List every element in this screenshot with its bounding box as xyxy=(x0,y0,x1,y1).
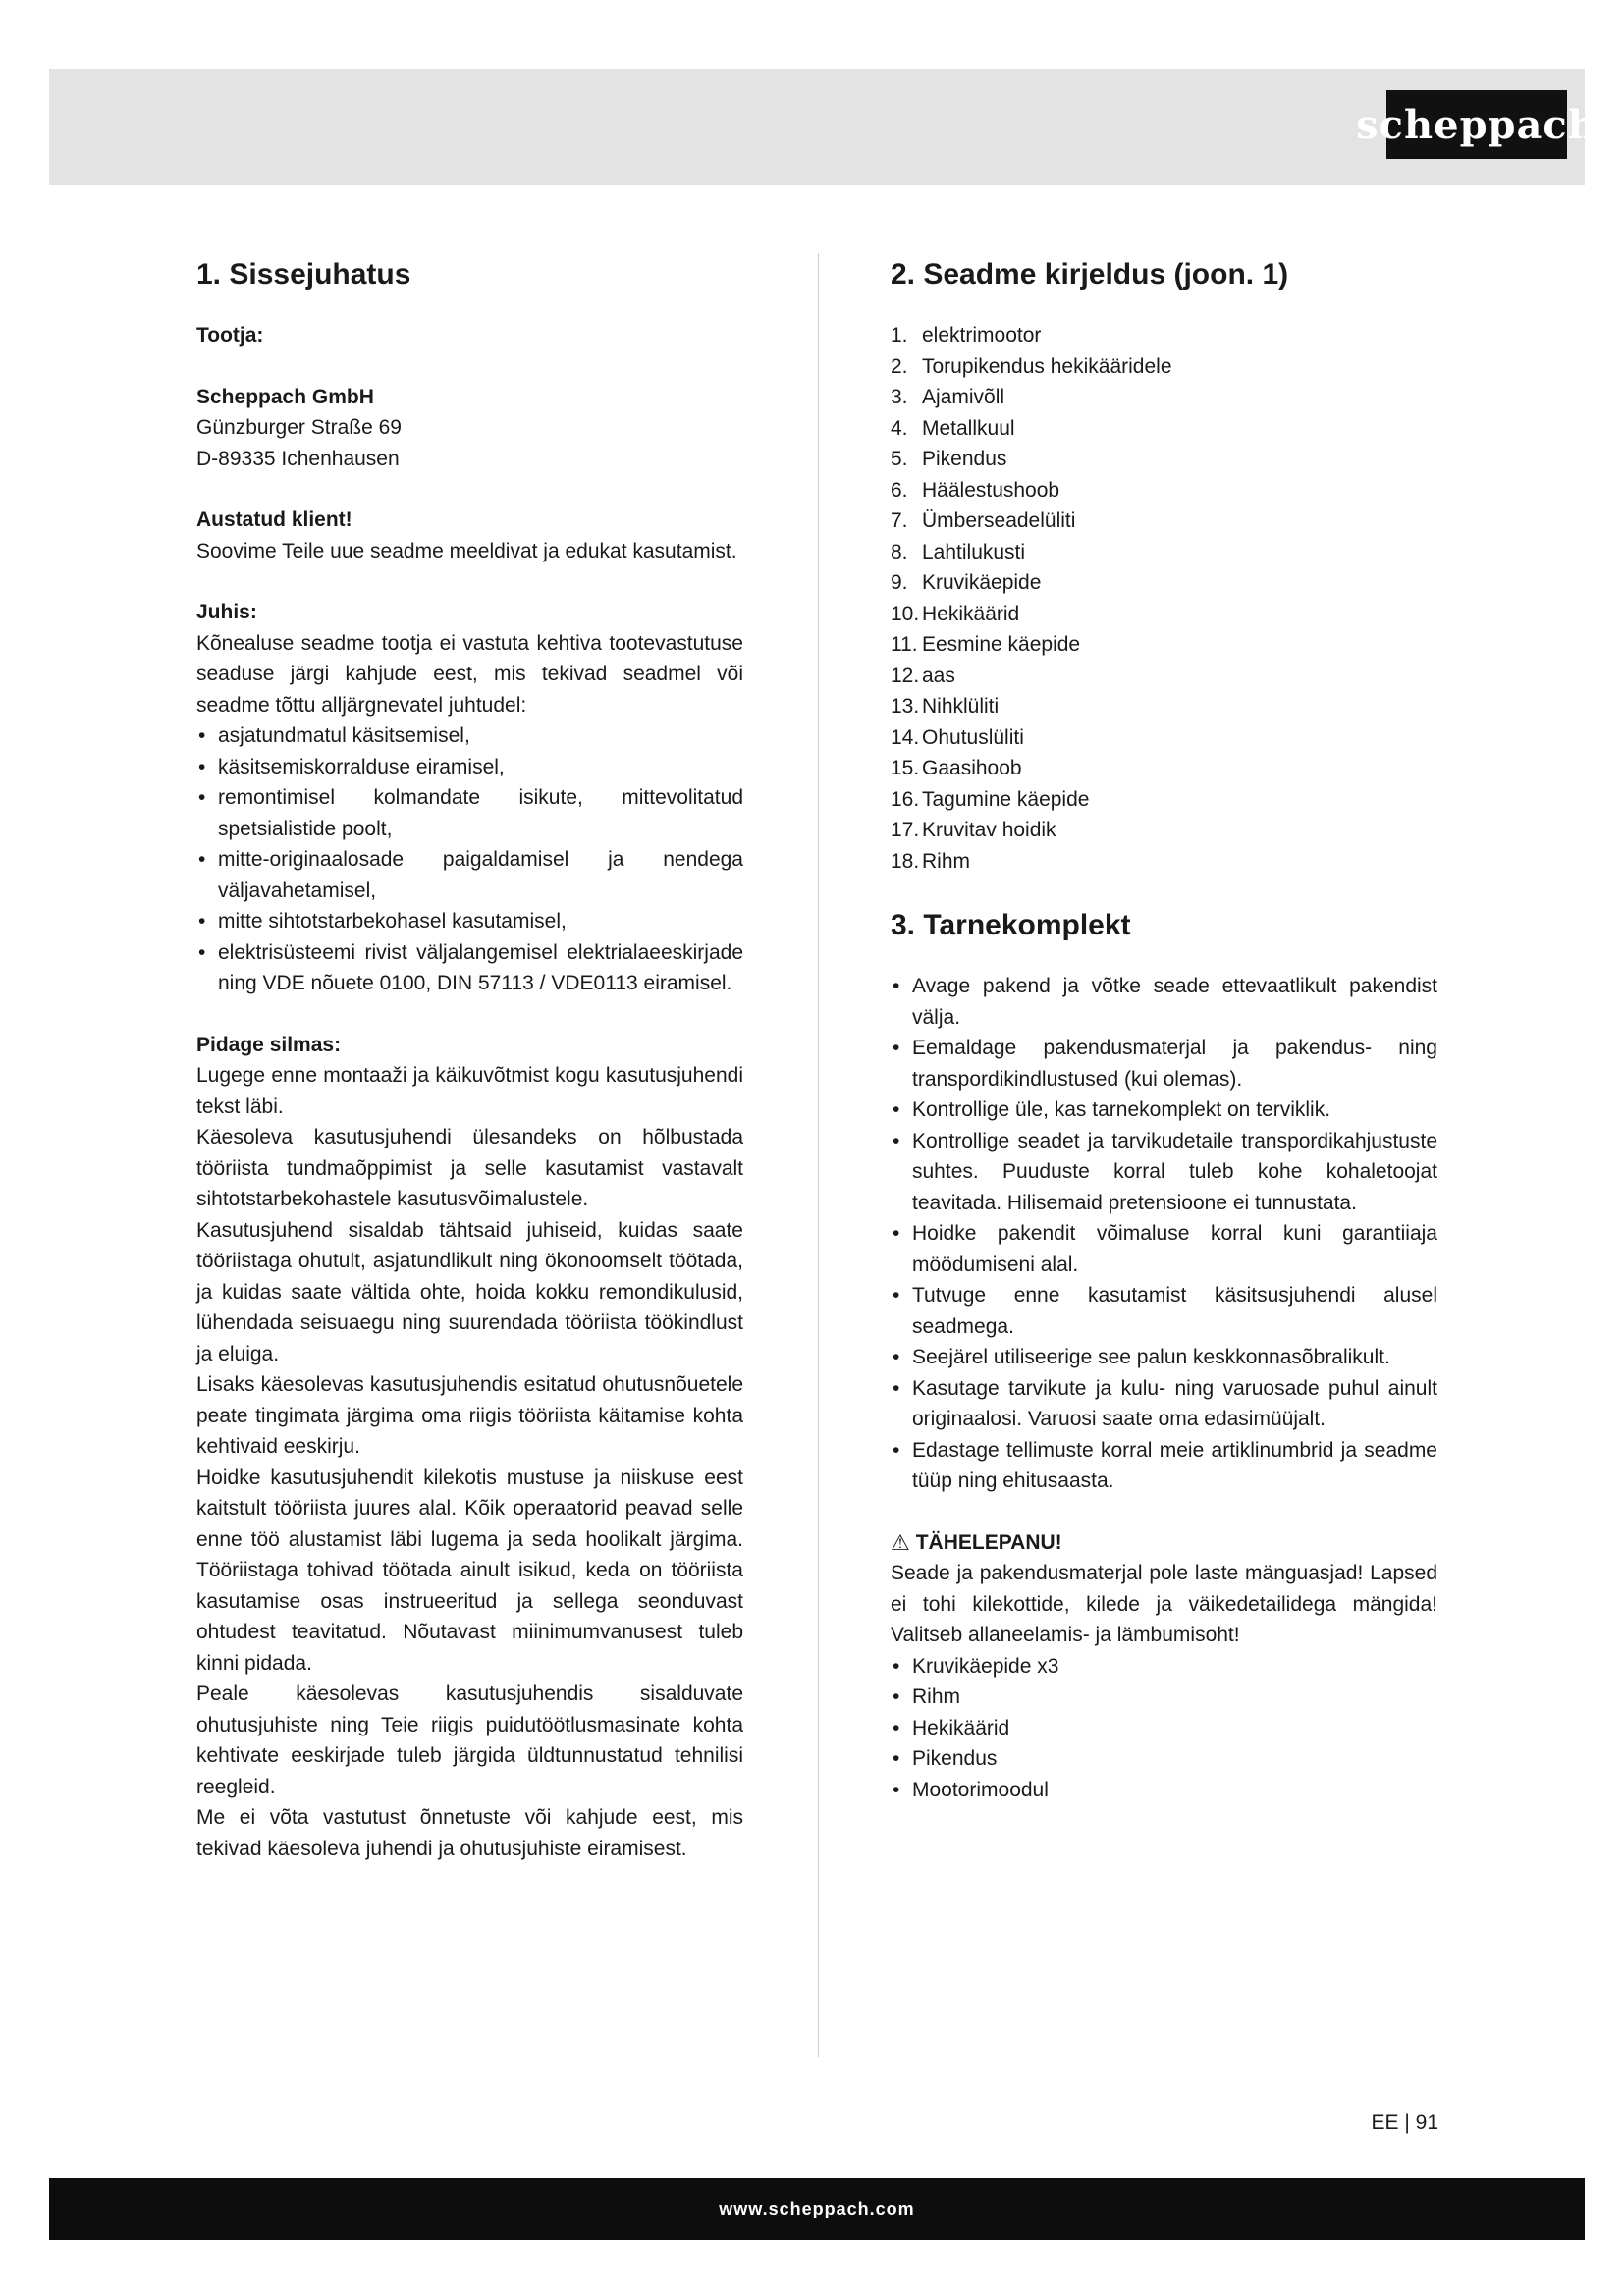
list-item: • Hoidke pakendit võimaluse korral kuni garantiiaja möödumiseni alal. xyxy=(891,1218,1437,1280)
parts-list-item xyxy=(891,661,1437,692)
section-1-title: 1. Sissejuhatus xyxy=(196,258,411,291)
manufacturer-label: Tootja: xyxy=(196,324,264,347)
part-number: 12. xyxy=(891,664,920,687)
attention-block xyxy=(196,1030,743,1865)
part-label: Kruvikäepide xyxy=(922,571,1042,594)
paragraph: Käesoleva kasutusjuhendi ülesandeks on hõlbustada tööriista tundmaõppimist ja selle kasutamist vastavalt sihtotstarbekohastele kasutusvõimalustele. xyxy=(196,1126,743,1210)
part-number: 4. xyxy=(891,416,908,440)
note-text: Kõnealuse seadme tootja ei vastuta kehtiva tootevastutuse seaduse järgi kahjude eest, mis tekivad seadmel või seadme tõttu alljärgnevatel juhtudel: xyxy=(196,631,743,717)
part-label: Torupikendus hekikääridele xyxy=(922,354,1172,378)
part-number: 6. xyxy=(891,478,908,502)
list-item: • Edastage tellimuste korral meie artiklinumbrid ja seadme tüüp ning ehitusaasta. xyxy=(891,1435,1437,1497)
part-label: Lahtilukusti xyxy=(922,540,1026,563)
parts-list-item xyxy=(891,629,1437,661)
warning-text: Seade ja pakendusmaterjal pole laste mänguasjad! Lapsed ei tohi kilekottide, kilede ja väikedetailidega mängida! Valitseb allaneelamis- ja lämbumisoht! xyxy=(891,1562,1437,1646)
list-item: • Hekikäärid xyxy=(891,1713,1437,1744)
part-number: 16. xyxy=(891,787,920,811)
part-label: Ohutuslüliti xyxy=(922,725,1024,749)
liability-list xyxy=(196,721,743,999)
parts-list-item xyxy=(891,444,1437,475)
part-number: 13. xyxy=(891,695,920,718)
parts-list-item xyxy=(891,691,1437,722)
paragraph: Peale käesolevas kasutusjuhendis sisalduvate ohutusjuhiste ning Teie riigis puidutöötlusmasinate kohta kehtivate eeskirjade tuleb järgida üldtunnustatud tehnilisi reegleid. xyxy=(196,1682,743,1798)
warning-title: TÄHELEPANU! xyxy=(915,1530,1062,1554)
part-number: 5. xyxy=(891,448,908,470)
part-number: 1. xyxy=(891,324,908,347)
note-heading: Juhis: xyxy=(196,601,257,623)
part-label: Ajamivõll xyxy=(922,386,1005,408)
part-label: elektrimootor xyxy=(922,324,1042,347)
parts-list-item xyxy=(891,506,1437,537)
list-item: • mitte-originaalosade paigaldamisel ja nendega väljavahetamisel, xyxy=(196,844,743,906)
part-label: Rihm xyxy=(922,849,971,873)
part-label: Hekikäärid xyxy=(922,602,1020,625)
warning-heading xyxy=(891,1527,1437,1559)
list-item: • Tutvuge enne kasutamist käsitsusjuhendi alusel seadmega. xyxy=(891,1280,1437,1342)
header-bar xyxy=(49,69,1597,185)
section-3-title: 3. Tarnekomplekt xyxy=(891,909,1131,941)
parts-list-item xyxy=(891,475,1437,507)
left-column xyxy=(196,253,743,1864)
customer-greeting xyxy=(196,505,743,566)
page-number: EE | 91 xyxy=(1371,2111,1438,2134)
part-label: Pikendus xyxy=(922,448,1007,470)
list-item: • käsitsemiskorralduse eiramisel, xyxy=(196,752,743,783)
parts-list-item xyxy=(891,351,1437,383)
list-item: • Pikendus xyxy=(891,1743,1437,1775)
parts-list-item xyxy=(891,413,1437,445)
part-number: 7. xyxy=(891,509,908,532)
delivery-contents-list xyxy=(891,1651,1437,1806)
list-item: • Kruvikäepide x3 xyxy=(891,1651,1437,1682)
part-number: 11. xyxy=(891,633,918,656)
part-number: 2. xyxy=(891,354,908,378)
part-label: Häälestushoob xyxy=(922,478,1060,502)
parts-list-item xyxy=(891,382,1437,413)
note-block xyxy=(196,597,743,999)
part-number: 3. xyxy=(891,386,908,408)
right-column xyxy=(891,253,1437,1805)
warning-triangle-icon: ⚠ xyxy=(891,1529,910,1555)
part-number: 14. xyxy=(891,725,920,749)
scheppach-logo: scheppach xyxy=(1386,90,1567,159)
paragraph: Lisaks käesolevas kasutusjuhendis esitatud ohutusnõuetele peate tingimata järgima oma riigis tööriista käitamise kohta kehtivaid eeskirju. xyxy=(196,1373,743,1458)
list-item: • elektrisüsteemi rivist väljalangemisel elektrialaeeskirjade ning VDE nõuete 0100, DIN 57113 / VDE0113 eiramisel. xyxy=(196,937,743,999)
part-number: 18. xyxy=(891,849,920,873)
parts-list xyxy=(891,320,1437,877)
footer-website-link[interactable]: www.scheppach.com xyxy=(719,2199,915,2218)
paragraph: Lugege enne montaaži ja käikuvõtmist kogu kasutusjuhendi tekst läbi. xyxy=(196,1064,743,1118)
parts-list-item xyxy=(891,753,1437,784)
part-number: 17. xyxy=(891,819,920,841)
company-city: D-89335 Ichenhausen xyxy=(196,447,400,470)
parts-list-item xyxy=(891,320,1437,351)
paragraph: Hoidke kasutusjuhendit kilekotis mustuse ja niiskuse eest kaitstult tööriista juures alal. Kõik operaatorid peavad selle enne töö alustamist läbi lugema ja seda hoolikalt järgima. Tööriistaga tohivad töötada ainult isikud, keda on tööriista kasutamise osas instrueeritud ja sellega seonduvast ohtudest teavitatud. Nõutavast miinimumvanusest tuleb kinni pidada. xyxy=(196,1466,743,1675)
parts-list-item xyxy=(891,846,1437,878)
list-item: • Kontrollige seadet ja tarvikudetaile transpordikahjustuste suhtes. Puuduste korral tuleb kohe kohaletoojat teavitada. Hilisemaid pretensioone ei tunnustata. xyxy=(891,1126,1437,1219)
list-item: • asjatundmatul käsitsemisel, xyxy=(196,721,743,752)
attention-heading: Pidage silmas: xyxy=(196,1033,342,1056)
customer-heading: Austatud klient! xyxy=(196,508,352,531)
company-street: Günzburger Straße 69 xyxy=(196,416,402,439)
list-item: • Avage pakend ja võtke seade ettevaatlikult pakendist välja. xyxy=(891,971,1437,1033)
parts-list-item xyxy=(891,784,1437,816)
parts-list-item xyxy=(891,567,1437,599)
list-item: • Kasutage tarvikute ja kulu- ning varuosade puhul ainult originaalosi. Varuosi saate oma edasimüüjalt. xyxy=(891,1373,1437,1435)
paragraph: Kasutusjuhend sisaldab tähtsaid juhiseid, kuidas saate tööriistaga ohutult, asjatundlikult ning ökonoomselt töötada, ja kuidas saate vältida ohte, hoida kokku remondikulusid, lühendada seisuaegu ning suurendada tööriista töökindlust ja eluiga. xyxy=(196,1218,743,1365)
part-number: 9. xyxy=(891,571,908,594)
list-item: • mitte sihtotstarbekohasel kasutamisel, xyxy=(196,906,743,937)
list-item: • Seejärel utiliseerige see palun keskkonnasõbralikult. xyxy=(891,1342,1437,1373)
company-address xyxy=(196,382,743,475)
list-item: • Eemaldage pakendusmaterjal ja pakendus- ning transpordikindlustused (kui olemas). xyxy=(891,1033,1437,1095)
part-number: 8. xyxy=(891,540,908,563)
part-label: Ümberseadelüliti xyxy=(922,509,1076,532)
part-number: 10. xyxy=(891,602,920,625)
part-label: Tagumine käepide xyxy=(922,787,1090,811)
warning-block xyxy=(891,1527,1437,1651)
manufacturer-label-block xyxy=(196,320,743,351)
parts-list-item xyxy=(891,599,1437,630)
company-name: Scheppach GmbH xyxy=(196,385,374,408)
list-item: • Rihm xyxy=(891,1682,1437,1713)
part-label: Nihklüliti xyxy=(922,695,1000,718)
paragraph: Me ei võta vastutust õnnetuste või kahjude eest, mis tekivad käesoleva juhendi ja ohutusjuhiste eiramisest. xyxy=(196,1806,743,1860)
part-label: aas xyxy=(922,664,955,687)
delivery-instructions-list xyxy=(891,971,1437,1497)
column-divider xyxy=(818,253,819,2057)
customer-text: Soovime Teile uue seadme meeldivat ja edukat kasutamist. xyxy=(196,539,737,562)
list-item: • remontimisel kolmandate isikute, mittevolitatud spetsialistide poolt, xyxy=(196,782,743,844)
parts-list-item xyxy=(891,815,1437,846)
part-number: 15. xyxy=(891,757,920,779)
parts-list-item xyxy=(891,722,1437,754)
section-2-title: 2. Seadme kirjeldus (joon. 1) xyxy=(891,258,1289,291)
list-item: • Mootorimoodul xyxy=(891,1775,1437,1806)
list-item: • Kontrollige üle, kas tarnekomplekt on terviklik. xyxy=(891,1095,1437,1126)
footer-bar xyxy=(49,2178,1585,2240)
part-label: Eesmine käepide xyxy=(922,633,1081,656)
part-label: Gaasihoob xyxy=(922,757,1022,779)
part-label: Metallkuul xyxy=(922,416,1015,440)
parts-list-item xyxy=(891,537,1437,568)
part-label: Kruvitav hoidik xyxy=(922,819,1056,841)
